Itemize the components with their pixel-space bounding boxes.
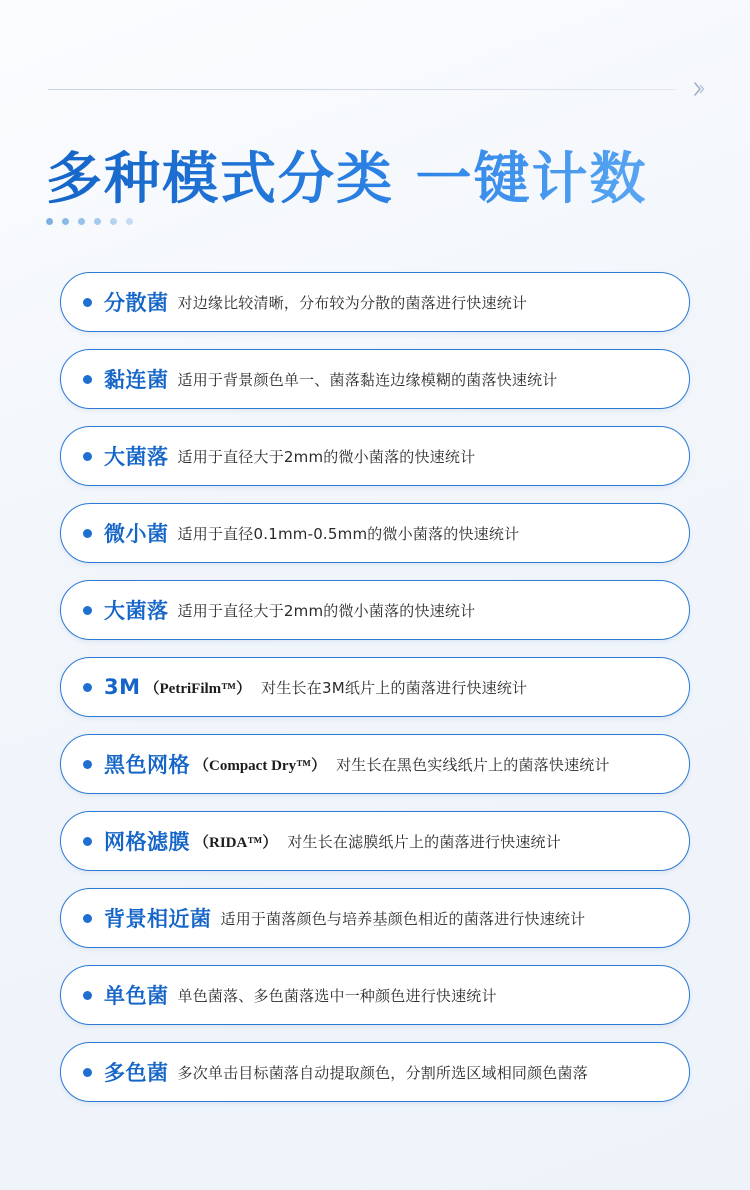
mode-title: 3M [104,675,141,699]
header-divider-row [48,78,710,100]
page-title: 多种模式分类 一键计数 [46,146,648,212]
mode-trademark: （Compact Dry™） [194,757,327,774]
mode-description: 适用于直径大于2mm的微小菌落的快速统计 [177,601,476,620]
mode-card[interactable] [60,503,690,563]
mode-card[interactable] [60,349,690,409]
mode-card[interactable] [60,580,690,640]
decoration-dot [46,218,53,225]
bullet-dot-icon [83,914,92,923]
bullet-dot-icon [83,1068,92,1077]
mode-description: 单色菌落、多色菌落选中一种颜色进行快速统计 [177,986,497,1005]
mode-card[interactable] [60,888,690,948]
mode-card[interactable] [60,965,690,1025]
mode-title: 大菌落 [104,445,169,469]
mode-title: 黑色网格 [104,753,190,777]
mode-card[interactable] [60,657,690,717]
bullet-dot-icon [83,298,92,307]
mode-description: 对生长在3M纸片上的菌落进行快速统计 [261,678,528,697]
mode-title: 多色菌 [104,1061,169,1085]
mode-card[interactable] [60,811,690,871]
decoration-dot [78,218,85,225]
chevron-right-icon [688,78,710,100]
decoration-dot [110,218,117,225]
bullet-dot-icon [83,760,92,769]
mode-title: 分散菌 [104,291,169,315]
mode-description: 多次单击目标菌落自动提取颜色，分割所选区域相同颜色菌落 [177,1063,588,1082]
mode-title: 网格滤膜 [104,830,190,854]
mode-description: 适用于直径0.1mm-0.5mm的微小菌落的快速统计 [177,524,520,543]
dot-decoration [46,218,133,225]
mode-description: 对生长在黑色实线纸片上的菌落快速统计 [336,755,610,774]
mode-card[interactable] [60,426,690,486]
mode-title: 黏连菌 [104,368,169,392]
mode-description: 适用于直径大于2mm的微小菌落的快速统计 [177,447,476,466]
mode-title: 单色菌 [104,984,169,1008]
bullet-dot-icon [83,375,92,384]
decoration-dot [62,218,69,225]
bullet-dot-icon [83,683,92,692]
bullet-dot-icon [83,452,92,461]
bullet-dot-icon [83,837,92,846]
mode-trademark: （RIDA™） [194,834,278,851]
mode-title: 微小菌 [104,522,169,546]
mode-title: 大菌落 [104,599,169,623]
mode-description: 适用于菌落颜色与培养基颜色相近的菌落进行快速统计 [220,909,586,928]
mode-card[interactable] [60,734,690,794]
mode-list [60,272,690,1102]
mode-trademark: （PetriFilm™） [144,680,252,697]
mode-card[interactable] [60,272,690,332]
bullet-dot-icon [83,991,92,1000]
mode-description: 对生长在滤膜纸片上的菌落进行快速统计 [287,832,561,851]
mode-title: 背景相近菌 [104,907,212,931]
decoration-dot [126,218,133,225]
divider [48,89,676,90]
mode-card[interactable] [60,1042,690,1102]
bullet-dot-icon [83,606,92,615]
mode-description: 适用于背景颜色单一、菌落黏连边缘模糊的菌落快速统计 [177,370,558,389]
mode-description: 对边缘比较清晰，分布较为分散的菌落进行快速统计 [177,293,528,312]
decoration-dot [94,218,101,225]
bullet-dot-icon [83,529,92,538]
